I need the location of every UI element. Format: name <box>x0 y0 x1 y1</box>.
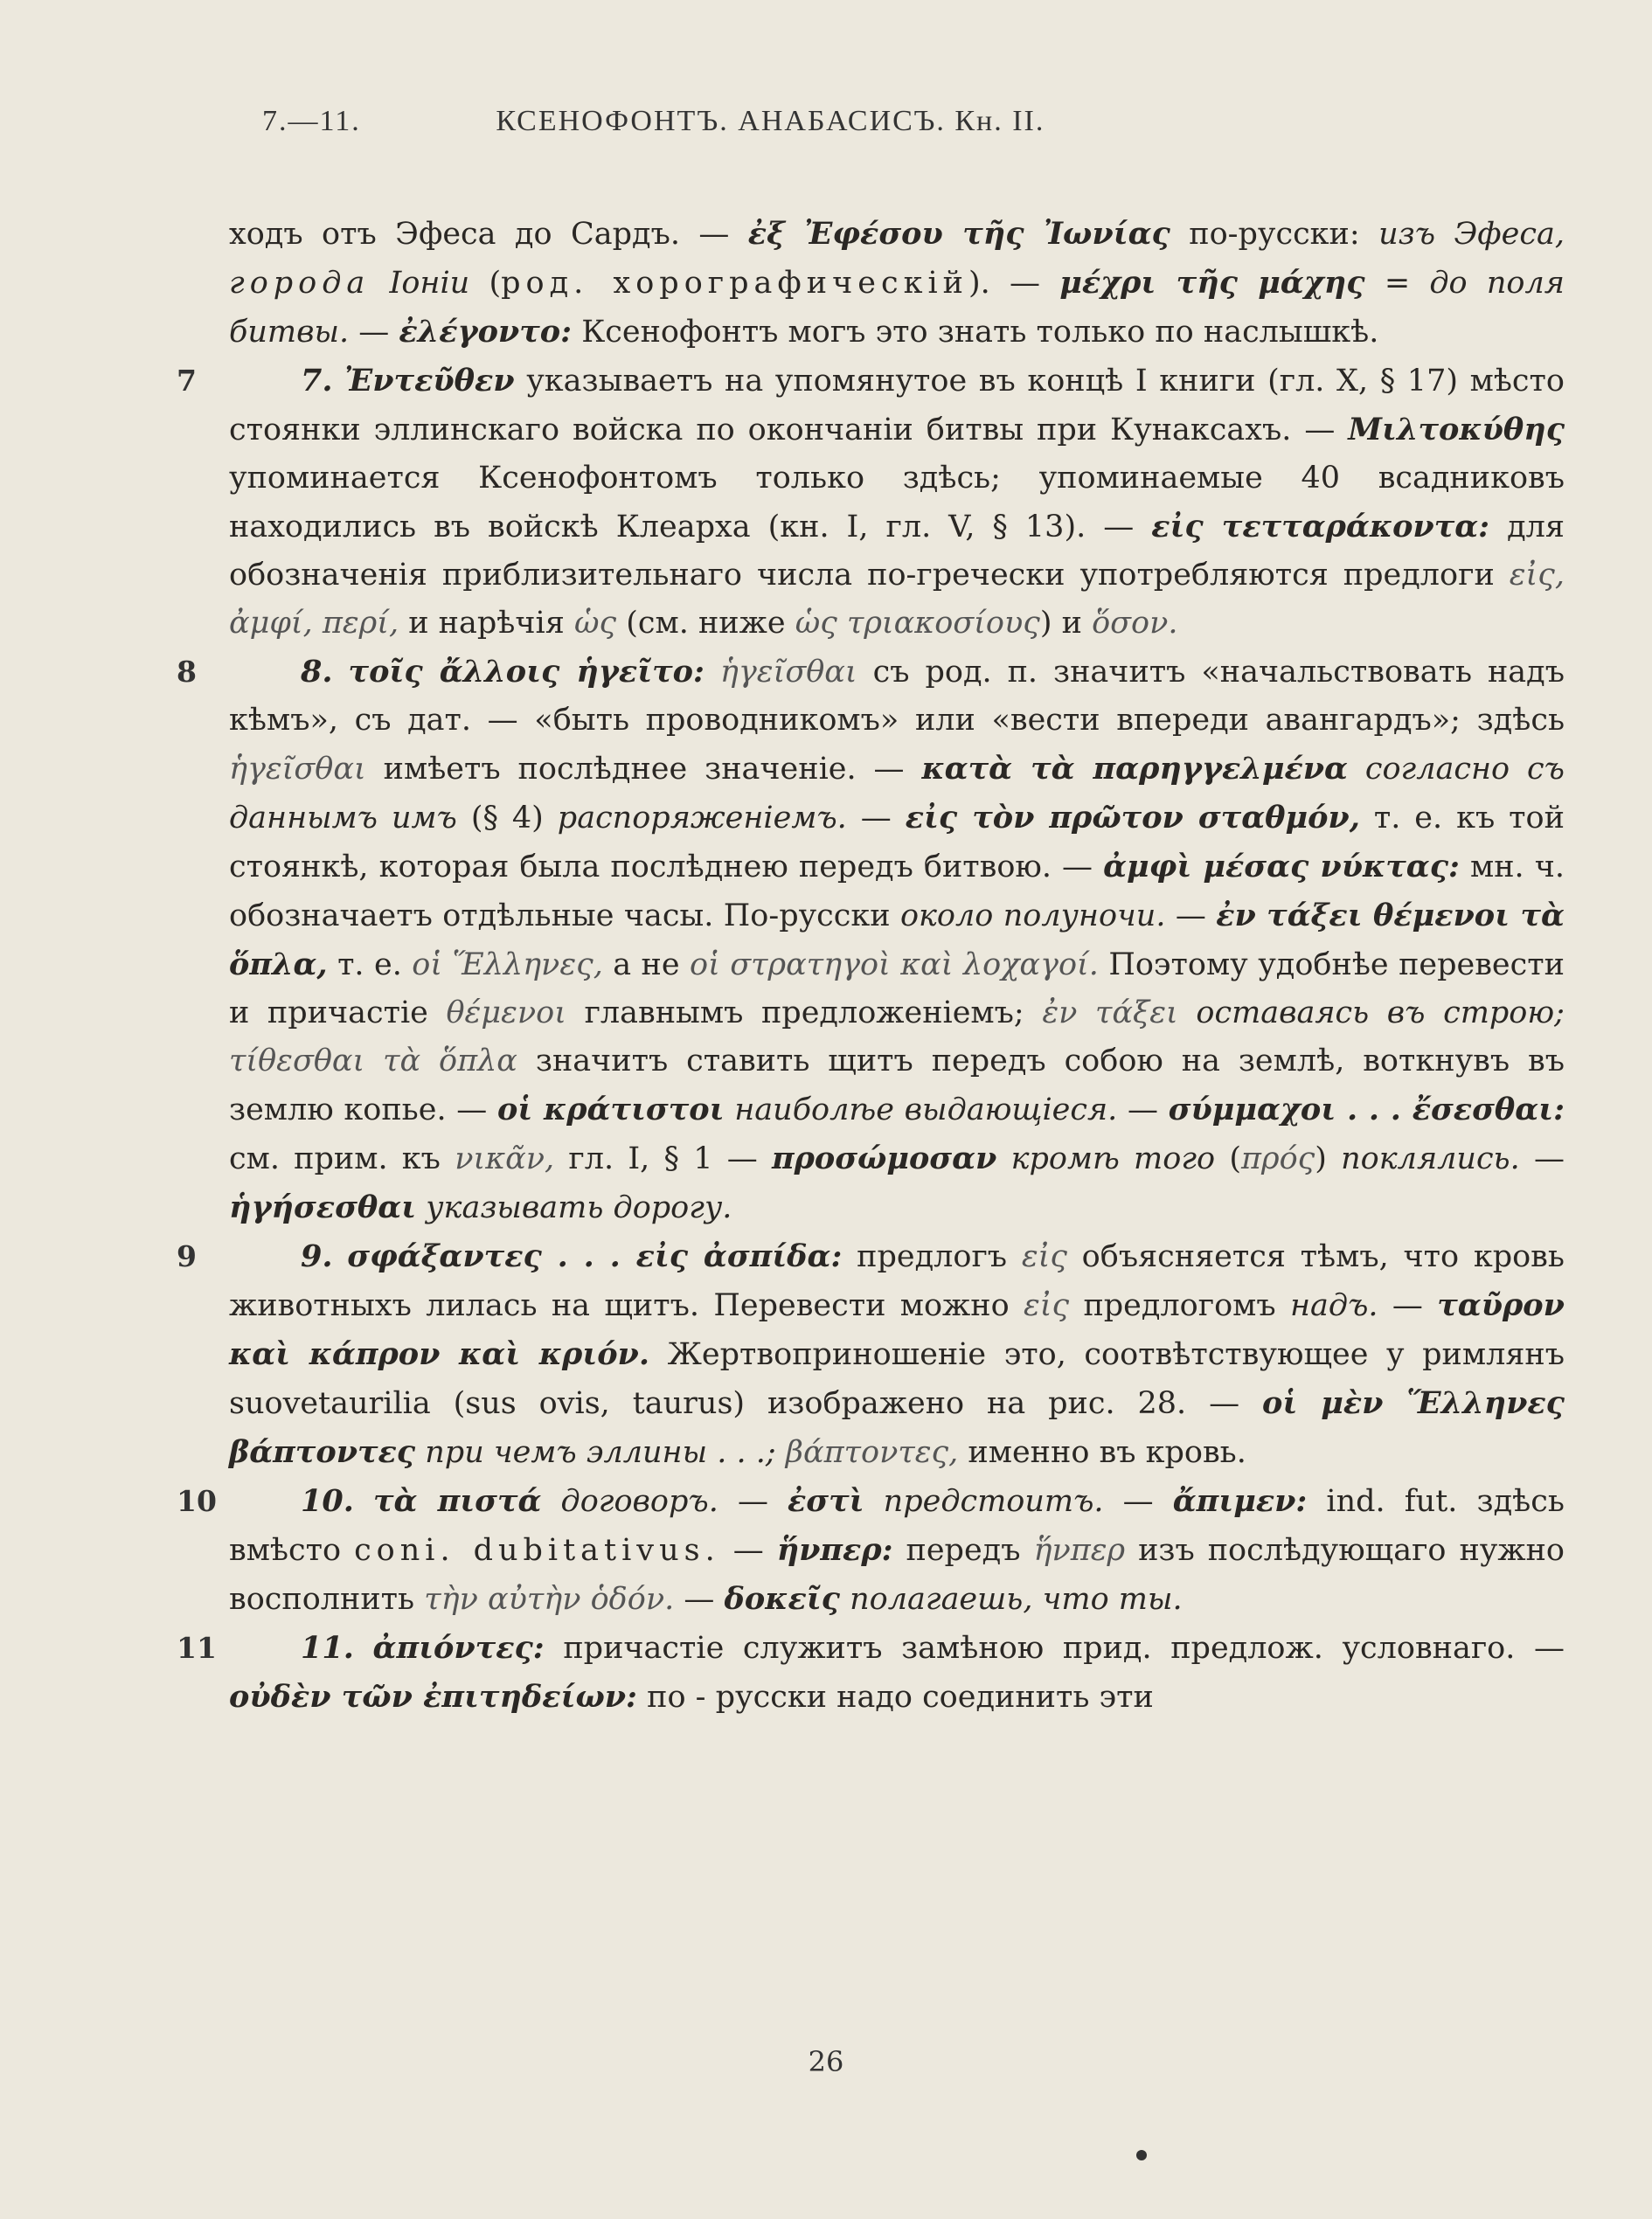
text: именно въ кровь. <box>968 1435 1246 1470</box>
translation: изъ Эфеса, <box>1378 217 1565 252</box>
translation: согласно съ даннымъ имъ <box>229 752 1565 836</box>
greek-word: ἡγεῖσθαι <box>719 655 857 690</box>
greek-lemma: δοκεῖς <box>724 1581 840 1617</box>
text: а не <box>613 947 680 982</box>
text: Ксенофонтъ могъ это знать только по наслышкѣ. <box>581 315 1379 350</box>
greek-word: νικᾶν, <box>455 1141 555 1176</box>
greek-lemma: εἰς τετταράκοντα: <box>1151 509 1490 544</box>
section-number: 7. <box>301 363 333 399</box>
text: ( <box>489 266 502 301</box>
translation: до поля битвы. <box>229 266 1565 350</box>
greek-lemma: σύμμαχοι . . . ἔσεσθαι: <box>1168 1092 1565 1127</box>
paragraph-section-7 <box>177 357 1565 648</box>
text: для обозначенія приблизительнаго числа по-гречески употребляются предлоги <box>229 510 1565 593</box>
text: — <box>737 1484 768 1519</box>
text: т. е. <box>337 947 402 982</box>
greek-word: ὡς τριακοσίους <box>795 606 1040 641</box>
greek-word: οἱ Ἕλληνες, <box>412 947 603 982</box>
greek-lemma: ἐν τάξει θέμενοι τὰ ὅπλα, <box>229 898 1565 982</box>
text: и нарѣчія <box>408 606 565 641</box>
greek-word: εἰς, ἀμφί, περί, <box>229 558 1565 641</box>
greek-word: οἱ στρατηγοὶ καὶ λοχαγοί. <box>690 947 1099 982</box>
margin-section-number: 8 <box>177 655 197 689</box>
greek-word: τίθεσθαι τὰ ὅπλα <box>229 1044 517 1078</box>
greek-lemma: Ἐντεῦθεν <box>344 363 515 399</box>
text: ( <box>1229 1141 1241 1176</box>
header-section-range: 7.—11. <box>262 105 361 137</box>
text: — <box>1175 898 1206 933</box>
text: ) <box>1315 1141 1327 1176</box>
text: значитъ ставить щитъ передъ собою на землѣ, воткнувъ въ землю копье. — <box>229 1044 1565 1127</box>
running-header <box>262 105 1250 138</box>
text: — <box>1392 1288 1423 1323</box>
margin-section-number: 7 <box>177 364 197 398</box>
greek-lemma: ἄπιμεν: <box>1172 1483 1308 1519</box>
section-number: 9. <box>301 1238 333 1274</box>
paragraph-section-9 <box>177 1232 1565 1477</box>
greek-lemma: Μιλτοκύθης <box>1348 412 1565 447</box>
greek-word: εἰς <box>1024 1288 1070 1323</box>
text: причастіе служитъ замѣною прид. предлож. условнаго. — <box>563 1631 1565 1666</box>
greek-word: ὅσον. <box>1092 606 1178 641</box>
greek-word: πρός <box>1240 1141 1315 1176</box>
greek-word: ὡς <box>573 606 617 641</box>
text: ind. fut. здѣсь вмѣсто <box>229 1484 1565 1568</box>
greek-lemma: ἥνπερ: <box>776 1532 893 1568</box>
text: предлогъ <box>857 1239 1008 1274</box>
text: см. прим. къ <box>229 1141 441 1176</box>
header-title: КСЕНОФОНТЪ. АНАБАСИСЪ. Кн. II. <box>496 105 1045 137</box>
spaced-term: род. хорографическій <box>501 266 968 301</box>
translation: наиболѣе выдающіеся. <box>734 1092 1118 1127</box>
spaced-term: coni. dubitativus. <box>354 1533 720 1568</box>
greek-lemma: προσώμοσαν <box>771 1141 997 1176</box>
text: = <box>1384 266 1411 301</box>
paragraph-section-8 <box>177 648 1565 1232</box>
greek-lemma: εἰς τὸν πρῶτον σταθμόν, <box>905 800 1360 836</box>
text: (см. ниже <box>626 606 786 641</box>
translation: кромѣ того <box>1010 1141 1216 1176</box>
greek-lemma: τοῖς ἄλλοις ἡγεῖτο: <box>348 654 705 690</box>
text: Поэтому удобнѣе перевести и причастіе <box>229 947 1565 1030</box>
greek-lemma: ἡγήσεσθαι <box>229 1189 417 1225</box>
paragraph-continued <box>229 210 1565 357</box>
text: — <box>358 315 390 350</box>
translation: оставаясь въ строю; <box>1196 995 1565 1030</box>
translation: около полуночи. <box>899 898 1166 933</box>
greek-lemma: οὐδὲν τῶν ἐπιτηδείων: <box>229 1679 637 1715</box>
text: объясняется тѣмъ, что кровь животныхъ лилась на щитъ. Перевести можно <box>229 1239 1565 1323</box>
commentary-body <box>177 210 1565 1722</box>
page-footer <box>0 2045 1652 2078</box>
translation: предстоитъ. <box>883 1484 1104 1519</box>
greek-lemma: ἀμφὶ μέσας νύκτας: <box>1103 849 1460 884</box>
text: — <box>1533 1141 1565 1176</box>
greek-lemma: σφάξαντες . . . εἰς ἀσπίδα: <box>347 1238 843 1274</box>
paragraph-section-11 <box>177 1624 1565 1722</box>
section-number: 11. <box>301 1630 354 1666</box>
text: гл. I, § 1 — <box>568 1141 758 1176</box>
text: — <box>1122 1484 1154 1519</box>
greek-word: ἐν τάξει <box>1042 995 1178 1030</box>
ink-speck <box>1136 2150 1147 2160</box>
paragraph-section-10 <box>177 1477 1565 1624</box>
greek-lemma: ταῦρον καὶ κάπρον καὶ κριόν. <box>229 1287 1565 1372</box>
greek-word: θέμενοι <box>446 995 566 1030</box>
text: главнымъ предложеніемъ; <box>584 995 1024 1030</box>
greek-word: τὴν αὐτὴν ὁδόν. <box>424 1582 675 1617</box>
greek-lemma: τὰ πιστά <box>372 1483 542 1519</box>
text: изъ послѣдующаго нужно восполнить <box>229 1533 1565 1617</box>
greek-word: ἥνπερ <box>1033 1533 1126 1568</box>
text: — <box>1127 1092 1158 1127</box>
text: ходъ отъ Эфеса до Сардъ. — <box>229 217 730 252</box>
text: — <box>732 1533 764 1568</box>
translation: поклялись. <box>1341 1141 1520 1176</box>
text: по-русски: <box>1189 217 1360 252</box>
text: указываетъ на упомянутое въ концѣ I книги (гл. X, § 17) мѣсто стоянки эллинскаго войска по окончаніи битвы при Кунаксахъ. — <box>229 364 1565 447</box>
greek-word: ἡγεῖσθαι <box>229 752 366 787</box>
translation: Іоніи <box>389 266 470 301</box>
greek-word: βάπτοντες, <box>785 1435 959 1470</box>
greek-word: εἰς <box>1021 1239 1067 1274</box>
translation: договоръ. <box>560 1484 718 1519</box>
greek-lemma: ἐστὶ <box>788 1483 864 1519</box>
section-number: 10. <box>301 1483 354 1519</box>
text: т. е. къ той стоянкѣ, которая была послѣднею передъ битвою. — <box>229 801 1565 884</box>
translation: указывать дорогу. <box>426 1190 732 1225</box>
text: Жертвоприношеніе это, соотвѣтствующее у римлянъ suovetaurilia (sus ovis, taurus) изображено на рис. 28. — <box>229 1337 1565 1421</box>
text: (§ 4) <box>470 801 544 836</box>
page-number: 26 <box>808 2045 844 2078</box>
translation: города <box>229 266 371 301</box>
greek-lemma: κατὰ τὰ παρηγγελμένα <box>921 751 1348 787</box>
translation: надъ. <box>1290 1288 1378 1323</box>
margin-section-number: 9 <box>177 1239 197 1273</box>
text: ) и <box>1039 606 1082 641</box>
text: предлогомъ <box>1083 1288 1276 1323</box>
text: — <box>860 801 892 836</box>
section-number: 8. <box>301 654 333 690</box>
text: имѣетъ послѣднее значеніе. — <box>383 752 905 787</box>
greek-lemma: ἐλέγοντο: <box>399 314 573 350</box>
text: — <box>684 1582 715 1617</box>
greek-lemma: οἱ κράτιστοι <box>496 1092 725 1127</box>
greek-lemma: μέχρι τῆς μάχης <box>1059 265 1365 301</box>
text: упоминается Ксенофонтомъ только здѣсь; упоминаемые 40 всадниковъ находились въ войскѣ Клеарха (кн. I, гл. V, § 13). — <box>229 461 1565 544</box>
text: по - русски надо соединить эти <box>647 1680 1154 1715</box>
translation: распоряженіемъ. <box>557 801 847 836</box>
translation: при чемъ эллины . . .; <box>425 1435 776 1470</box>
text: съ род. п. значитъ «начальствовать надъ кѣмъ», съ дат. — «быть проводникомъ» или «вести впереди авангардъ»; здѣсь <box>229 655 1565 738</box>
text: передъ <box>906 1533 1021 1568</box>
margin-section-number: 10 <box>177 1484 217 1518</box>
greek-lemma: οἱ μὲν Ἕλληνες βάπτοντες <box>229 1385 1565 1470</box>
margin-section-number: 11 <box>177 1631 217 1665</box>
text: ). — <box>968 266 1040 301</box>
greek-lemma: ἀπιόντες: <box>372 1630 545 1666</box>
translation: полагаешь, что ты. <box>850 1582 1183 1617</box>
text: мн. ч. обозначаетъ отдѣльные часы. По-русски <box>229 849 1565 933</box>
greek-lemma: ἐξ Ἐφέσου τῆς Ἰωνίας <box>747 216 1170 252</box>
